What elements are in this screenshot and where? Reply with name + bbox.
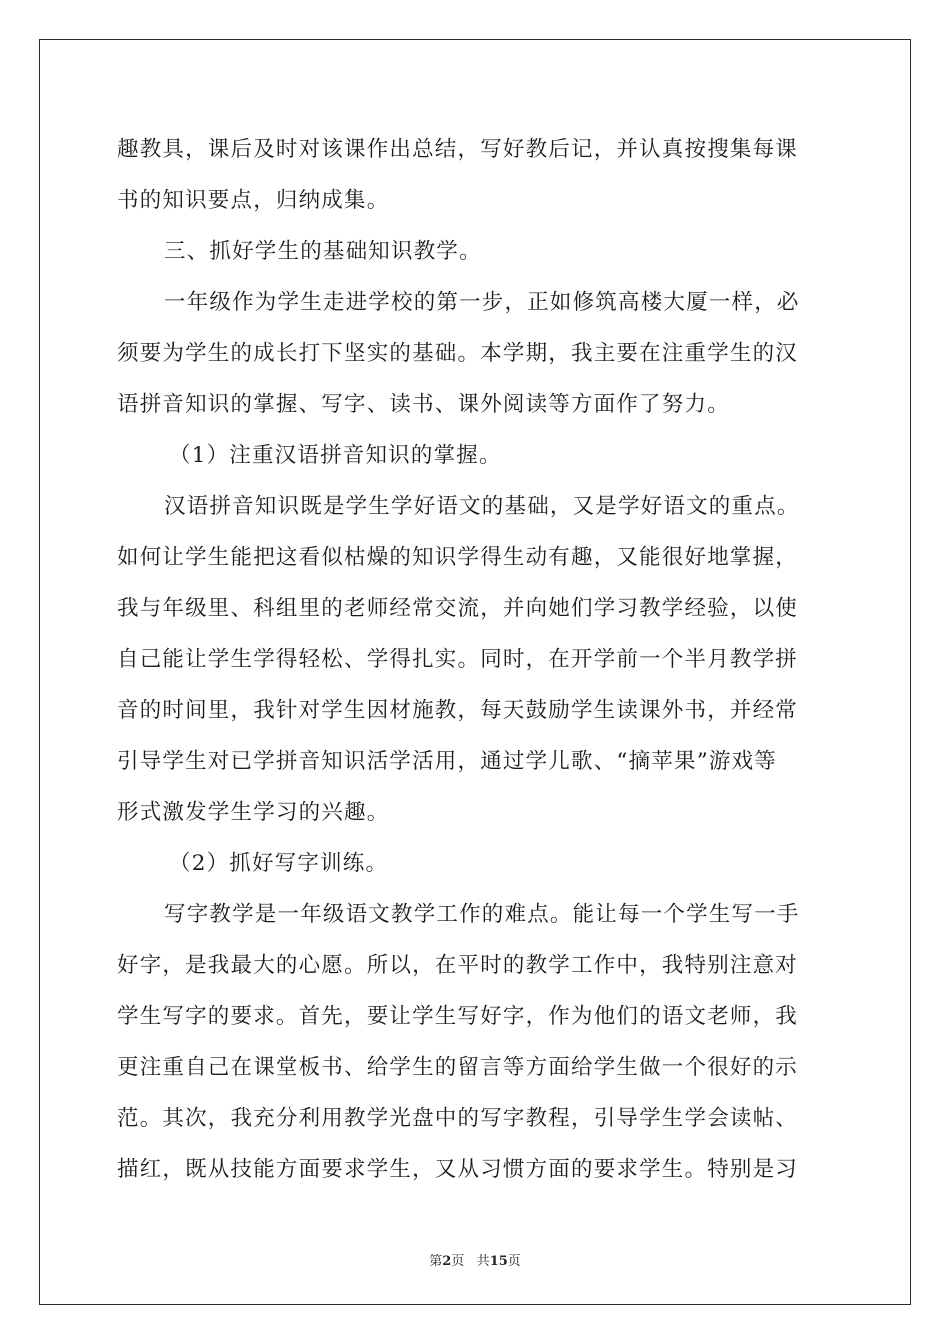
text-line: 形式激发学生学习的兴趣。: [117, 800, 390, 825]
document-body: [117, 124, 837, 1195]
page-prefix: 第: [429, 1254, 443, 1269]
text-line: 描红，既从技能方面要求学生，又从习惯方面的要求学生。特别是习: [117, 1157, 799, 1182]
text-line: 汉语拼音知识既是学生学好语文的基础，又是学好语文的重点。: [164, 494, 800, 519]
text-line: 语拼音知识的掌握、写字、读书、课外阅读等方面作了努力。: [117, 392, 730, 417]
text-line: 如何让学生能把这看似枯燥的知识学得生动有趣，又能很好地掌握，: [117, 545, 799, 570]
total-suffix: 页: [507, 1254, 521, 1269]
text-line: 好字，是我最大的心愿。所以，在平时的教学工作中，我特别注意对: [117, 953, 799, 978]
text-line: 一年级作为学生走进学校的第一步，正如修筑高楼大厦一样，必: [164, 290, 800, 315]
text-line: 音的时间里，我针对学生因材施教，每天鼓励学生读课外书，并经常: [117, 698, 799, 723]
text-line: 须要为学生的成长打下坚实的基础。本学期，我主要在注重学生的汉: [117, 341, 799, 366]
total-pages: 15: [489, 1254, 508, 1269]
text-line: 范。其次，我充分利用教学光盘中的写字教程，引导学生学会读帖、: [117, 1106, 799, 1131]
section-heading: 三、抓好学生的基础知识教学。: [164, 239, 482, 264]
text-line: 引导学生对已学拼音知识活学活用，通过学儿歌、“摘苹果”游戏等: [117, 749, 777, 774]
text-line: 自己能让学生学得轻松、学得扎实。同时，在开学前一个半月教学拼: [117, 647, 799, 672]
page-number: 2: [442, 1254, 452, 1269]
subsection-heading: （2）抓好写字训练。: [169, 851, 389, 876]
subsection-heading: （1）注重汉语拼音知识的掌握。: [169, 443, 502, 468]
text-line: 我与年级里、科组里的老师经常交流，并向她们学习教学经验，以使: [117, 596, 799, 621]
text-line: 趣教具，课后及时对该课作出总结，写好教后记，并认真按搜集每课: [117, 137, 799, 162]
text-line: 书的知识要点，归纳成集。: [117, 188, 390, 213]
page-suffix: 页: [451, 1254, 465, 1269]
total-prefix: 共: [476, 1254, 490, 1269]
page-footer: [0, 1250, 950, 1269]
text-line: 更注重自己在课堂板书、给学生的留言等方面给学生做一个很好的示: [117, 1055, 799, 1080]
text-line: 学生写字的要求。首先，要让学生写好字，作为他们的语文老师，我: [117, 1004, 799, 1029]
text-line: 写字教学是一年级语文教学工作的难点。能让每一个学生写一手: [164, 902, 800, 927]
